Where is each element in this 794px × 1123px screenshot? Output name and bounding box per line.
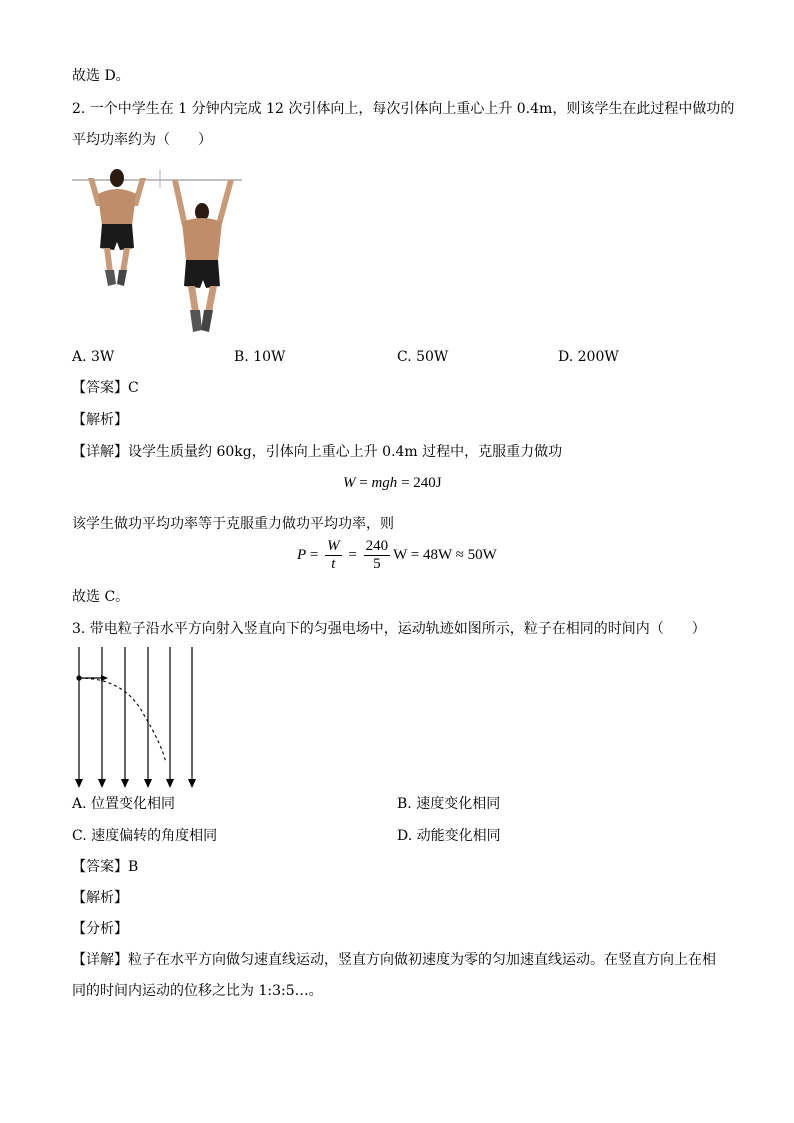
q2-detail-text2: 该学生做功平均功率等于克服重力做功平均功率，则 (72, 516, 394, 532)
q3-option-c: C. 速度偏转的角度相同 (72, 828, 218, 844)
pull-up-photo (72, 166, 247, 336)
answer-value: C (128, 380, 139, 396)
q2-stem-line1: 2. 一个中学生在 1 分钟内完成 12 次引体向上，每次引体向上重心上升 0.4m，则该学生在此过程中做功的 (72, 101, 735, 117)
q2-option-c: C. 50W (397, 349, 449, 365)
q2-option-b: B. 10W (234, 349, 286, 365)
q3-detail-line2: 同的时间内运动的位移之比为 1:3:5…。 (72, 983, 323, 999)
q2-option-a: A. 3W (72, 349, 115, 365)
q3-option-d: D. 动能变化相同 (397, 828, 501, 844)
q2-detail (72, 442, 562, 462)
q2-answer (72, 378, 139, 398)
q3-answer (72, 857, 138, 877)
q3-detail-line1 (72, 950, 716, 970)
q2-option-d: D. 200W (558, 349, 619, 365)
q3-option-b: B. 速度变化相同 (397, 796, 501, 812)
detail-label: 【详解】 (72, 444, 128, 460)
detail-label: 【详解】 (72, 952, 128, 968)
q3-analysis-label: 【解析】 (72, 890, 128, 906)
q3-option-a: A. 位置变化相同 (72, 796, 176, 812)
particle-trajectory (79, 678, 166, 763)
answer-label: 【答案】 (72, 859, 128, 875)
detail-text: 粒子在水平方向做匀速直线运动，竖直方向做初速度为零的匀加速直线运动。在竖直方向上在相 (128, 952, 716, 968)
detail-text: 设学生质量约 60kg，引体向上重心上升 0.4m 过程中，克服重力做功 (128, 444, 563, 460)
q3-analysis2-label: 【分析】 (72, 921, 128, 937)
formula-work: W = mgh = 240J (343, 475, 442, 491)
q3-stem: 3. 带电粒子沿水平方向射入竖直向下的匀强电场中，运动轨迹如图所示，粒子在相同的时间内（ ） (72, 621, 706, 637)
q2-conclusion: 故选 C。 (72, 589, 130, 605)
q2-stem-line2: 平均功率约为（ ） (72, 132, 212, 148)
person-right-figure (172, 180, 234, 332)
answer-label: 【答案】 (72, 380, 128, 396)
prev-conclusion: 故选 D。 (72, 68, 130, 84)
electric-field-diagram (70, 645, 200, 790)
q2-analysis-label: 【解析】 (72, 412, 128, 428)
answer-value: B (128, 859, 139, 875)
person-left-figure (88, 169, 146, 286)
formula-power: P = $\frac{W}{t}$ = $\frac{240}{5}$ W = 48W ≈ 50W (297, 538, 497, 572)
